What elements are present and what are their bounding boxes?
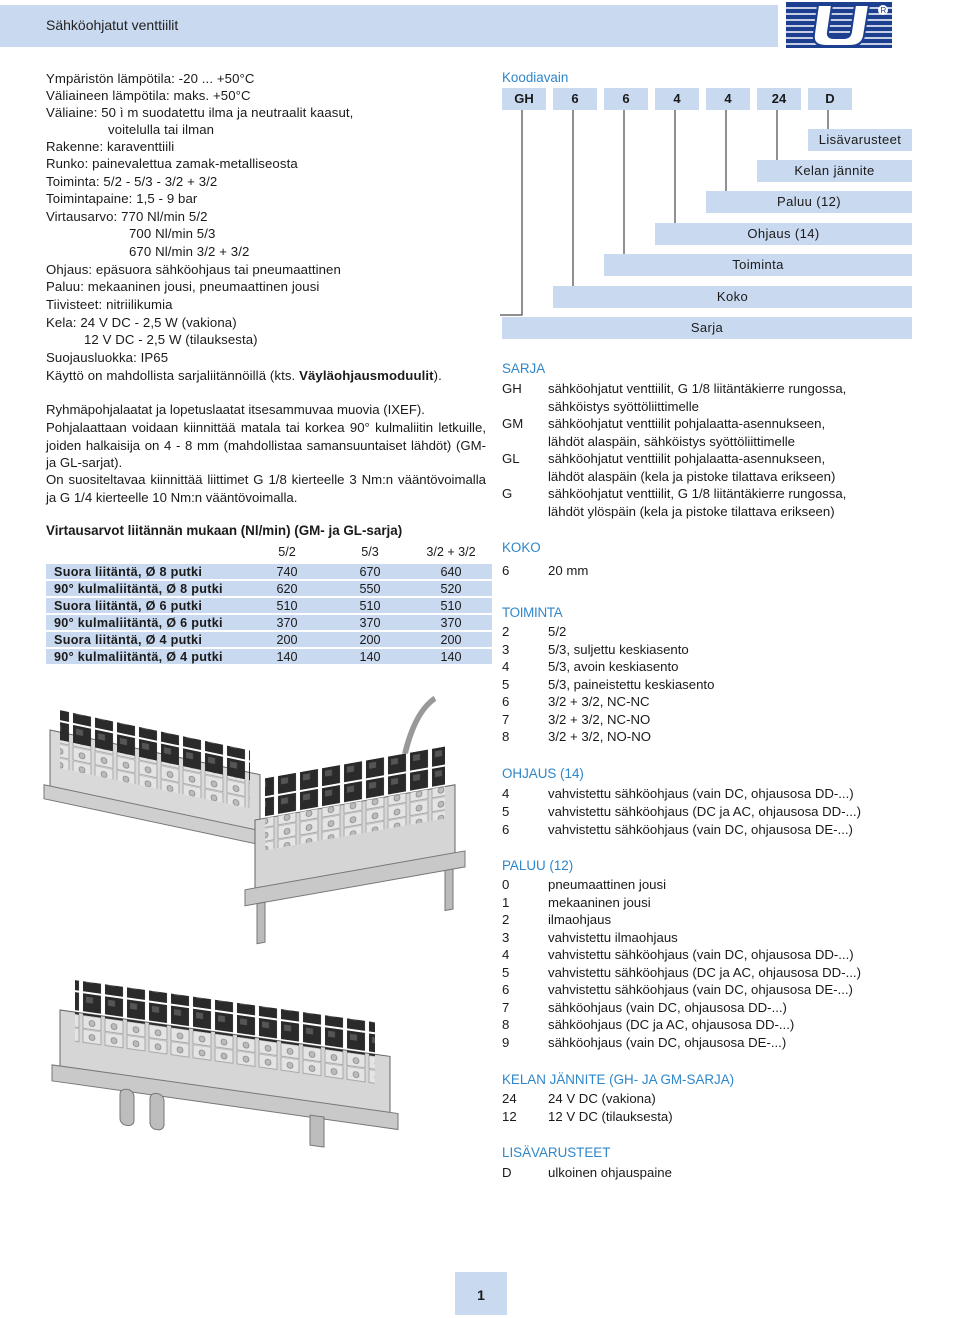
item-code: D bbox=[502, 1165, 512, 1180]
item-text: sähköohjaus (vain DC, ohjausosa DE-...) bbox=[548, 1035, 787, 1050]
item-text: sähköohjatut venttiilit pohjalaatta-asennukseen, bbox=[548, 451, 826, 466]
item-text: sähköohjatut venttiilit pohjalaatta-asennukseen, bbox=[548, 416, 826, 431]
item-text: lähdöt alaspäin, sähköistys syöttöliittimelle bbox=[548, 433, 796, 449]
item-code: 6 bbox=[502, 822, 510, 837]
item-text: 12 V DC (tilauksesta) bbox=[548, 1109, 673, 1124]
code-box: 6 bbox=[604, 88, 648, 110]
table-row bbox=[46, 649, 492, 664]
item-code: 6 bbox=[502, 982, 510, 997]
item-code: 2 bbox=[502, 624, 510, 639]
section-title-paluu: PALUU (12) bbox=[502, 858, 574, 873]
table-cell: 740 bbox=[244, 564, 330, 579]
paragraph: On suositeltavaa kiinnittää liittimet G 1/8 kierteelle 3 Nm:n vääntövoimalla ja G 1/4 kierteelle 10 Nm:n vääntövoimalla. bbox=[46, 472, 486, 505]
spec-line: Runko: painevalettua zamak-metalliseosta bbox=[46, 156, 298, 171]
table-cell: 200 bbox=[410, 632, 492, 647]
table-cell: 550 bbox=[330, 581, 410, 596]
row-label: 90° kulmaliitäntä, Ø 4 putki bbox=[46, 649, 244, 664]
item-text: sähköistys syöttöliittimelle bbox=[548, 398, 699, 414]
item-code: 7 bbox=[502, 712, 510, 727]
item-code: 12 bbox=[502, 1109, 517, 1124]
item-code: 4 bbox=[502, 659, 510, 674]
spec-line: Ohjaus: epäsuora sähköohjaus tai pneumaattinen bbox=[46, 262, 341, 277]
row-label: Suora liitäntä, Ø 4 putki bbox=[46, 632, 244, 647]
brand-logo-icon bbox=[786, 2, 892, 48]
spec-line: Kela: 24 V DC - 2,5 W (vakiona) bbox=[46, 315, 237, 330]
item-text: mekaaninen jousi bbox=[548, 895, 651, 910]
row-label: 90° kulmaliitäntä, Ø 6 putki bbox=[46, 615, 244, 630]
item-code: 8 bbox=[502, 729, 510, 744]
spec-line: Tiivisteet: nitriilikumia bbox=[46, 297, 173, 312]
item-text: 5/3, suljettu keskiasento bbox=[548, 642, 689, 657]
item-text: 5/3, avoin keskiasento bbox=[548, 659, 679, 674]
page-title: Sähköohjatut venttiilit bbox=[46, 17, 179, 33]
spec-line: voitelulla tai ilman bbox=[108, 122, 215, 137]
item-text: ilmaohjaus bbox=[548, 912, 612, 927]
item-text: vahvistettu sähköohjaus (DC ja AC, ohjausosa DD-...) bbox=[548, 804, 861, 819]
spec-line-usage bbox=[46, 367, 442, 384]
code-box: 24 bbox=[757, 88, 801, 110]
spec-line: 12 V DC - 2,5 W (tilauksesta) bbox=[84, 332, 258, 347]
code-label-paluu: Paluu (12) bbox=[706, 191, 912, 213]
code-box: D bbox=[808, 88, 852, 110]
item-code: 5 bbox=[502, 804, 510, 819]
item-code: GH bbox=[502, 381, 522, 396]
item-text: sähköohjaus (vain DC, ohjausosa DD-...) bbox=[548, 1000, 787, 1015]
item-text: 20 mm bbox=[548, 563, 589, 578]
table-cell: 510 bbox=[244, 598, 330, 613]
item-text: 24 V DC (vakiona) bbox=[548, 1091, 656, 1106]
code-box: 4 bbox=[655, 88, 699, 110]
table-cell: 510 bbox=[410, 598, 492, 613]
spec-line: Toimintapaine: 1,5 - 9 bar bbox=[46, 191, 198, 206]
item-code: 24 bbox=[502, 1091, 517, 1106]
table-cell: 200 bbox=[244, 632, 330, 647]
item-code: 4 bbox=[502, 786, 510, 801]
column-header: 3/2 + 3/2 bbox=[426, 545, 476, 559]
table-cell: 140 bbox=[330, 649, 410, 664]
row-label: 90° kulmaliitäntä, Ø 8 putki bbox=[46, 581, 244, 596]
item-text: lähdöt alaspäin (kela ja pistoke tilattava erikseen) bbox=[548, 468, 836, 484]
item-code: 2 bbox=[502, 912, 510, 927]
item-text: vahvistettu sähköohjaus (vain DC, ohjausosa DD-...) bbox=[548, 786, 854, 801]
item-text: vahvistettu ilmaohjaus bbox=[548, 930, 678, 945]
column-header: 5/3 bbox=[361, 545, 379, 559]
table-row bbox=[46, 615, 492, 630]
item-code: 9 bbox=[502, 1035, 510, 1050]
item-code: 3 bbox=[502, 930, 510, 945]
spec-line: Rakenne: karaventtiili bbox=[46, 139, 175, 154]
spec-line: Virtausarvo: 770 Nl/min 5/2 bbox=[46, 209, 208, 224]
table-cell: 370 bbox=[410, 615, 492, 630]
item-code: 5 bbox=[502, 965, 510, 980]
item-text: 5/3, paineistettu keskiasento bbox=[548, 677, 715, 692]
item-code: 0 bbox=[502, 877, 510, 892]
column-header: 5/2 bbox=[278, 545, 296, 559]
spec-link-text: Väyläohjausmoduulit bbox=[299, 368, 434, 383]
code-label-sarja: Sarja bbox=[502, 317, 912, 339]
table-cell: 640 bbox=[410, 564, 492, 579]
spec-line: Toiminta: 5/2 - 5/3 - 3/2 + 3/2 bbox=[46, 174, 218, 189]
table-cell: 520 bbox=[410, 581, 492, 596]
spec-text: Käyttö on mahdollista sarjaliitännöillä (kts. bbox=[46, 368, 300, 383]
spec-line: 700 Nl/min 5/3 bbox=[129, 226, 216, 241]
item-text: pneumaattinen jousi bbox=[548, 877, 667, 892]
code-box: 4 bbox=[706, 88, 750, 110]
code-key-title: Koodiavain bbox=[502, 70, 569, 85]
section-title-lisavarusteet: LISÄVARUSTEET bbox=[502, 1145, 611, 1160]
table-header-row bbox=[46, 542, 492, 562]
item-text: sähköohjatut venttiilit, G 1/8 liitäntäkierre rungossa, bbox=[548, 486, 847, 501]
item-text: 3/2 + 3/2, NC-NO bbox=[548, 712, 651, 727]
spec-line: Suojausluokka: IP65 bbox=[46, 350, 169, 365]
code-box: GH bbox=[502, 88, 546, 110]
table-row bbox=[46, 564, 492, 579]
code-label-toiminta: Toiminta bbox=[604, 254, 912, 276]
row-label: Suora liitäntä, Ø 6 putki bbox=[46, 598, 244, 613]
item-code: GM bbox=[502, 416, 524, 431]
item-code: 5 bbox=[502, 677, 510, 692]
paragraph: Pohjalaattaan voidaan kiinnittää matala tai korkea 90° kulmaliitin letkuille, joiden halkaisija on 4 - 8 mm (mahdollistaa samansuuntaiset lähdöt) (GM- ja GL-sarjat). bbox=[46, 420, 486, 471]
item-text: lähdöt ylöspäin (kela ja pistoke tilattava erikseen) bbox=[548, 503, 835, 519]
item-code: 8 bbox=[502, 1017, 510, 1032]
table-row bbox=[46, 581, 492, 596]
section-title-toiminta: TOIMINTA bbox=[502, 605, 563, 620]
section-title-koko: KOKO bbox=[502, 540, 541, 555]
item-code: 3 bbox=[502, 642, 510, 657]
code-label-lisavarusteet: Lisävarusteet bbox=[808, 129, 912, 151]
code-label-kelan-jannite: Kelan jännite bbox=[757, 160, 912, 182]
table-cell: 670 bbox=[330, 564, 410, 579]
spec-text: ). bbox=[433, 368, 442, 383]
table-cell: 620 bbox=[244, 581, 330, 596]
spec-line: Väliaine: 50 ì m suodatettu ilma ja neutraalit kaasut, bbox=[46, 105, 354, 120]
item-text: vahvistettu sähköohjaus (vain DC, ohjausosa DE-...) bbox=[548, 822, 853, 837]
item-code: 1 bbox=[502, 895, 510, 910]
item-code: GL bbox=[502, 451, 520, 466]
section-title-kela: KELAN JÄNNITE (GH- JA GM-SARJA) bbox=[502, 1072, 735, 1087]
section-title-sarja: SARJA bbox=[502, 361, 546, 376]
item-code: 6 bbox=[502, 563, 510, 578]
item-code: 7 bbox=[502, 1000, 510, 1015]
spec-line: Ympäristön lämpötila: -20 ... +50°C bbox=[46, 71, 255, 86]
page-number: 1 bbox=[455, 1272, 507, 1315]
spec-line: 670 Nl/min 3/2 + 3/2 bbox=[129, 244, 250, 259]
section-title-ohjaus: OHJAUS (14) bbox=[502, 766, 584, 781]
item-text: sähköohjatut venttiilit, G 1/8 liitäntäkierre rungossa, bbox=[548, 381, 847, 396]
table-cell: 370 bbox=[330, 615, 410, 630]
item-text: 3/2 + 3/2, NC-NC bbox=[548, 694, 650, 709]
code-label-koko: Koko bbox=[553, 286, 912, 308]
item-text: 5/2 bbox=[548, 624, 567, 639]
item-text: 3/2 + 3/2, NO-NO bbox=[548, 729, 651, 744]
flow-table-title: Virtausarvot liitännän mukaan (Nl/min) (GM- ja GL-sarja) bbox=[46, 523, 403, 538]
item-code: G bbox=[502, 486, 513, 501]
valve-manifold-illustration bbox=[40, 690, 485, 1160]
code-box: 6 bbox=[553, 88, 597, 110]
table-row bbox=[46, 632, 492, 647]
item-text: vahvistettu sähköohjaus (vain DC, ohjausosa DD-...) bbox=[548, 947, 854, 962]
table-cell: 370 bbox=[244, 615, 330, 630]
item-code: 4 bbox=[502, 947, 510, 962]
item-text: vahvistettu sähköohjaus (vain DC, ohjausosa DE-...) bbox=[548, 982, 853, 997]
paragraph: Ryhmäpohjalaatat ja lopetuslaatat itsesammuvaa muovia (IXEF). bbox=[46, 402, 425, 417]
spec-line: Paluu: mekaaninen jousi, pneumaattinen jousi bbox=[46, 279, 320, 294]
table-cell: 510 bbox=[330, 598, 410, 613]
row-label: Suora liitäntä, Ø 8 putki bbox=[46, 564, 244, 579]
item-code: 6 bbox=[502, 694, 510, 709]
item-text: sähköohjaus (DC ja AC, ohjausosa DD-...) bbox=[548, 1017, 795, 1032]
table-cell: 140 bbox=[244, 649, 330, 664]
item-text: ulkoinen ohjauspaine bbox=[548, 1165, 672, 1180]
code-label-ohjaus: Ohjaus (14) bbox=[655, 223, 912, 245]
table-cell: 200 bbox=[330, 632, 410, 647]
spec-line: Väliaineen lämpötila: maks. +50°C bbox=[46, 88, 251, 103]
table-cell: 140 bbox=[410, 649, 492, 664]
item-text: vahvistettu sähköohjaus (DC ja AC, ohjausosa DD-...) bbox=[548, 965, 861, 980]
svg-text:R: R bbox=[880, 6, 887, 15]
flow-table bbox=[46, 540, 492, 666]
table-row bbox=[46, 598, 492, 613]
